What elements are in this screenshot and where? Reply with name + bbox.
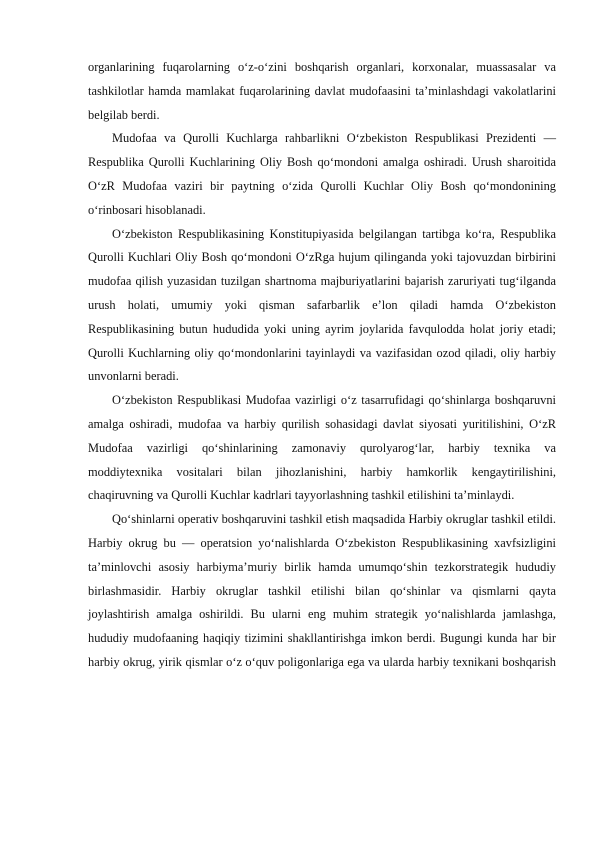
paragraph-1: organlarining fuqarolarning o‘z-o‘zini boshqarish organlari, korxonalar, muassasalar va tashkilotlar hamda mamlakat fuqarolarining davlat mudofaasini ta’minlashdagi vakolatlarini belgilab berdi. bbox=[88, 60, 556, 122]
paragraph-2: Mudofaa va Qurolli Kuchlarga rahbarlikni O‘zbekiston Respublikasi Prezidenti — Respublika Qurolli Kuchlarining Oliy Bosh qo‘mondoni amalga oshiradi. Urush sharoitida O‘zR Mudofaa vaziri bir paytning o‘zida Qurolli Kuchlar Oliy Bosh qo‘mondonining o‘rinbosari hisoblanadi. bbox=[88, 131, 556, 217]
paragraph-5: Qo‘shinlarni operativ boshqaruvini tashkil etish maqsadida Harbiy okruglar tashkil etildi. Harbiy okrug bu — operatsion yo‘nalishlarda O‘zbekiston Respublikasining xavfsizligini ta’minlovchi asosiy harbiyma’muriy birlik hamda umumqo‘shin tezkorstrategik hududiy birlashmasidir. Harbiy okruglar tashkil etilishi bilan qo‘shinlar va qismlarni qayta joylashtirish amalga oshirildi. Bu ularni eng muhim strategik yo‘nalishlarda jamlashga, hududiy mudofaaning haqiqiy tizimini shakllantirishga imkon berdi. Bugungi kunda har bir harbiy okrug, yirik qismlar o‘z o‘quv poligonlariga ega va ularda harbiy texnikani boshqarish bbox=[88, 512, 556, 669]
paragraph-3: O‘zbekiston Respublikasining Konstitupiyasida belgilangan tartibga ko‘ra, Respublika Qurolli Kuchlari Oliy Bosh qo‘mondoni O‘zRga hujum qilinganda yoki tajovuzdan birbirini mudofaa qilish yuzasidan tuzilgan shartnoma majburiyatlarini bajarish zaruriyati tug‘ilganda urush holati, umumiy yoki qisman safarbarlik e’lon qiladi hamda O‘zbekiston Respublikasining butun hududida yoki uning ayrim joylarida favqulodda holat joriy etadi; Qurolli Kuchlarning oliy qo‘mondonlarini tayinlaydi va vazifasidan ozod qiladi, oliy harbiy unvonlarni beradi. bbox=[88, 226, 556, 384]
document-page bbox=[88, 56, 556, 675]
paragraph-4: O‘zbekiston Respublikasi Mudofaa vazirligi o‘z tasarrufidagi qo‘shinlarga boshqaruvni amalga oshiradi, mudofaa va harbiy qurilish sohasidagi davlat siyosati yuritilishini, O‘zR Mudofaa vazirligi qo‘shinlarining zamonaviy qurolyarog‘lar, harbiy texnika va moddiytexnika vositalari bilan jihozlanishini, harbiy hamkorlik kengaytirilishini, chaqiruvning va Qurolli Kuchlar kadrlari tayyorlashning tashkil etilishini ta’minlaydi. bbox=[88, 393, 556, 503]
